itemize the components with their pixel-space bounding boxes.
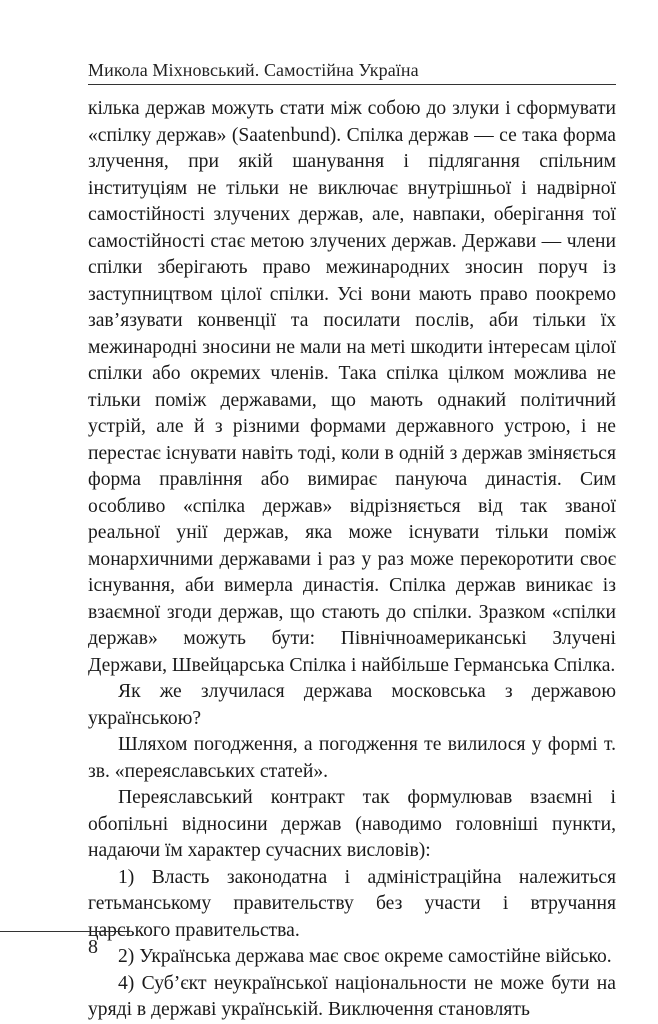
paragraph-answer: Шляхом погодження, а погодження те вилилося у формі т. зв. «переяславських статей». xyxy=(88,734,616,782)
list-item-4: 4) Суб’єкт неукраїнської національности не може бути на уряді в державі українській. Виключення становлять xyxy=(88,972,616,1020)
paragraph-contract-intro: Переяславський контракт так формулював взаємні і обопільні відносини держав (наводимо головніші пункти, надаючи їм характер сучасних висловів): xyxy=(88,787,616,861)
list-item-2: 2) Українська держава має своє окреме самостійне військо. xyxy=(118,946,612,967)
paragraph-question: Як же злучилася держава московська з державою українською? xyxy=(88,681,616,729)
list-item-1: 1) Власть законодатна і адміністраційна належиться гетьманському правительству без участи і втручання царського правительства. xyxy=(88,866,616,941)
page-number: 8 xyxy=(88,936,98,958)
footer-rule xyxy=(0,931,130,932)
running-title: Микола Міхновський. Самостійна Україна xyxy=(88,60,419,80)
paragraph-continued: кілька держав можуть стати між собою до злуки і сформувати «спілку держав» (Saatenbund). Спілка держав — се така форма злучення, при якій шанування і підлягання спільним інституціям не тільки не виключає внутрішньої і надвірної самостійності злучених держав, але, навпаки, оберігання тої самостійності стає метою злучених держав. Держави — члени спілки зберігають право межинародних зносин поруч із заступництвом цілої спілки. Усі вони мають право поокремо зав’язувати конвенції та посилати послів, аби тільки їх межинародні зносини не мали на меті шкодити інтересам цілої спілки або окремих членів. Така спілка цілком можлива не тільки поміж державами, що мають однакий політичний устрій, але й з різними формами державного устрою, і не перестає існувати навіть тоді, коли в одній з держав зміняється форма правління або вимирає пануюча династія. Сим особливо «спілка держав» відрізняється від так званої реальної унії держав, яка може існувати тільки поміж монархичними державами і раз у раз може перекоротити своє існування, аби вимерла династія. Спілка держав виникає із взаємної згоди держав, що стають до спілки. Зразком «спілки держав» можуть бути: Північноамериканські Злучені Держави, Швейцарська Спілка і найбільше Германська Спілка. xyxy=(88,98,616,676)
header-rule xyxy=(88,84,616,85)
body-text xyxy=(88,96,616,1024)
